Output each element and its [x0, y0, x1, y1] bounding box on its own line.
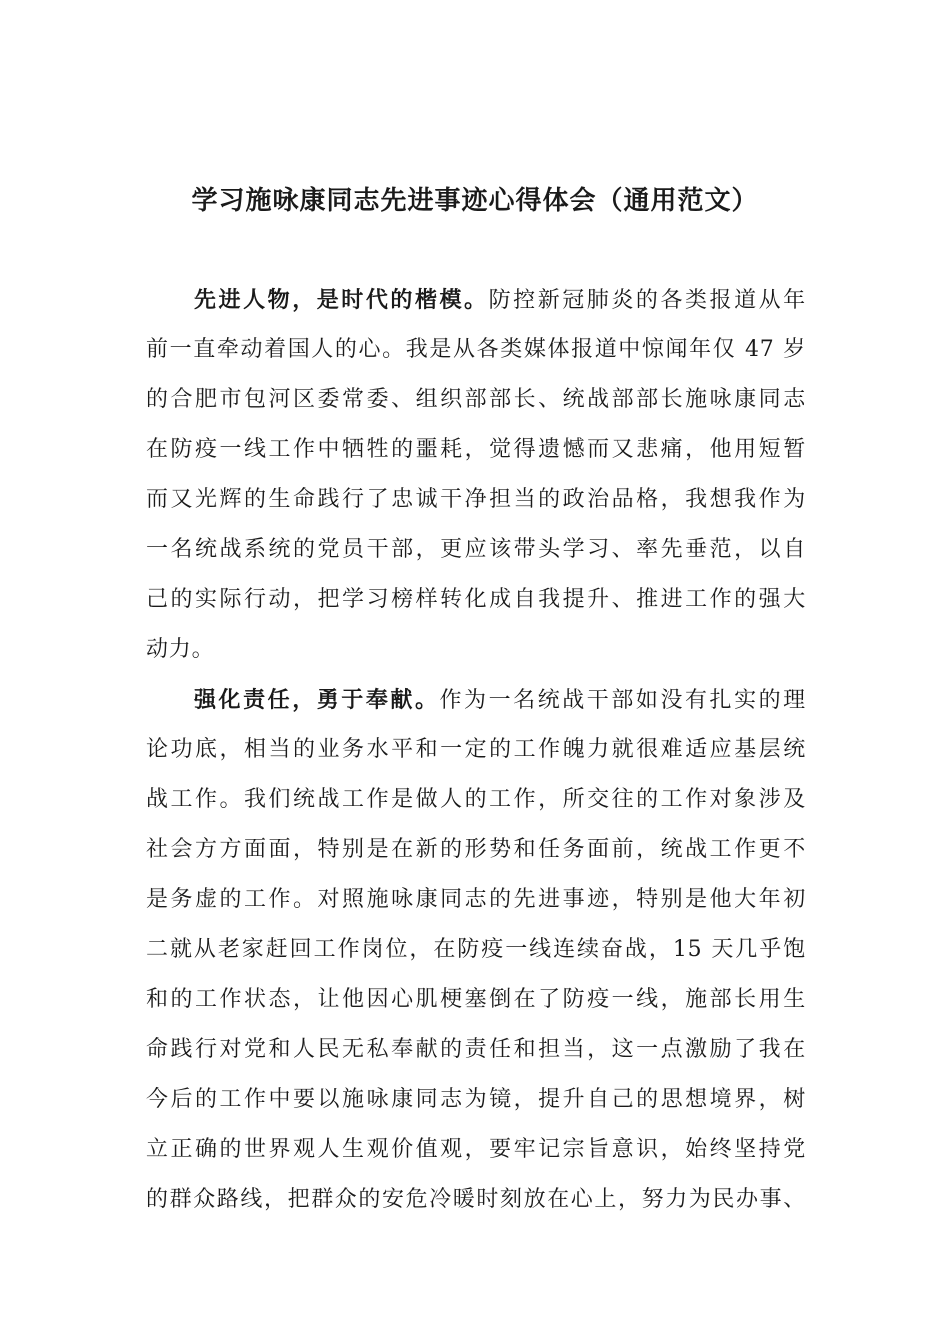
paragraph-lead: 先进人物，是时代的楷模。 — [194, 287, 489, 313]
paragraph-line — [146, 280, 806, 330]
paragraph-line: 前一直牵动着国人的心。我是从各类媒体报道中惊闻年仅 47 岁 — [146, 337, 806, 362]
paragraph-1 — [146, 280, 806, 680]
paragraph-line: 的合肥市包河区委常委、组织部部长、统战部部长施咏康同志 — [146, 387, 806, 412]
paragraph-line: 是务虚的工作。对照施咏康同志的先进事迹，特别是他大年初 — [146, 887, 806, 912]
paragraph-line: 论功底，相当的业务水平和一定的工作魄力就很难适应基层统 — [146, 737, 806, 762]
paragraph-line: 社会方方面面，特别是在新的形势和任务面前，统战工作更不 — [146, 837, 806, 862]
paragraph-line: 命践行对党和人民无私奉献的责任和担当，这一点激励了我在 — [146, 1037, 806, 1062]
paragraph-line: 在防疫一线工作中牺牲的噩耗，觉得遗憾而又悲痛，他用短暂 — [146, 437, 806, 462]
document-body — [146, 280, 806, 1230]
paragraph-line: 己的实际行动，把学习榜样转化成自我提升、推进工作的强大 — [146, 587, 806, 612]
paragraph-line: 二就从老家赶回工作岗位，在防疫一线连续奋战，15 天几乎饱 — [146, 937, 806, 962]
paragraph-line: 而又光辉的生命践行了忠诚干净担当的政治品格，我想我作为 — [146, 487, 806, 512]
paragraph-line: 和的工作状态，让他因心肌梗塞倒在了防疫一线，施部长用生 — [146, 987, 806, 1012]
paragraph-text: 作为一名统战干部如没有扎实的理 — [439, 688, 806, 713]
paragraph-line: 的群众路线，把群众的安危冷暖时刻放在心上，努力为民办事、 — [146, 1187, 806, 1212]
paragraph-line: 动力。 — [146, 637, 215, 662]
paragraph-lead: 强化责任，勇于奉献。 — [194, 687, 440, 713]
paragraph-text: 防控新冠肺炎的各类报道从年 — [488, 288, 806, 313]
paragraph-line — [146, 680, 806, 730]
paragraph-2 — [146, 680, 806, 1230]
paragraph-line: 今后的工作中要以施咏康同志为镜，提升自己的思想境界，树 — [146, 1087, 806, 1112]
document-title: 学习施咏康同志先进事迹心得体会（通用范文） — [191, 186, 759, 216]
paragraph-line: 一名统战系统的党员干部，更应该带头学习、率先垂范，以自 — [146, 537, 806, 562]
paragraph-line: 立正确的世界观人生观价值观，要牢记宗旨意识，始终坚持党 — [146, 1137, 806, 1162]
paragraph-line: 战工作。我们统战工作是做人的工作，所交往的工作对象涉及 — [146, 787, 806, 812]
